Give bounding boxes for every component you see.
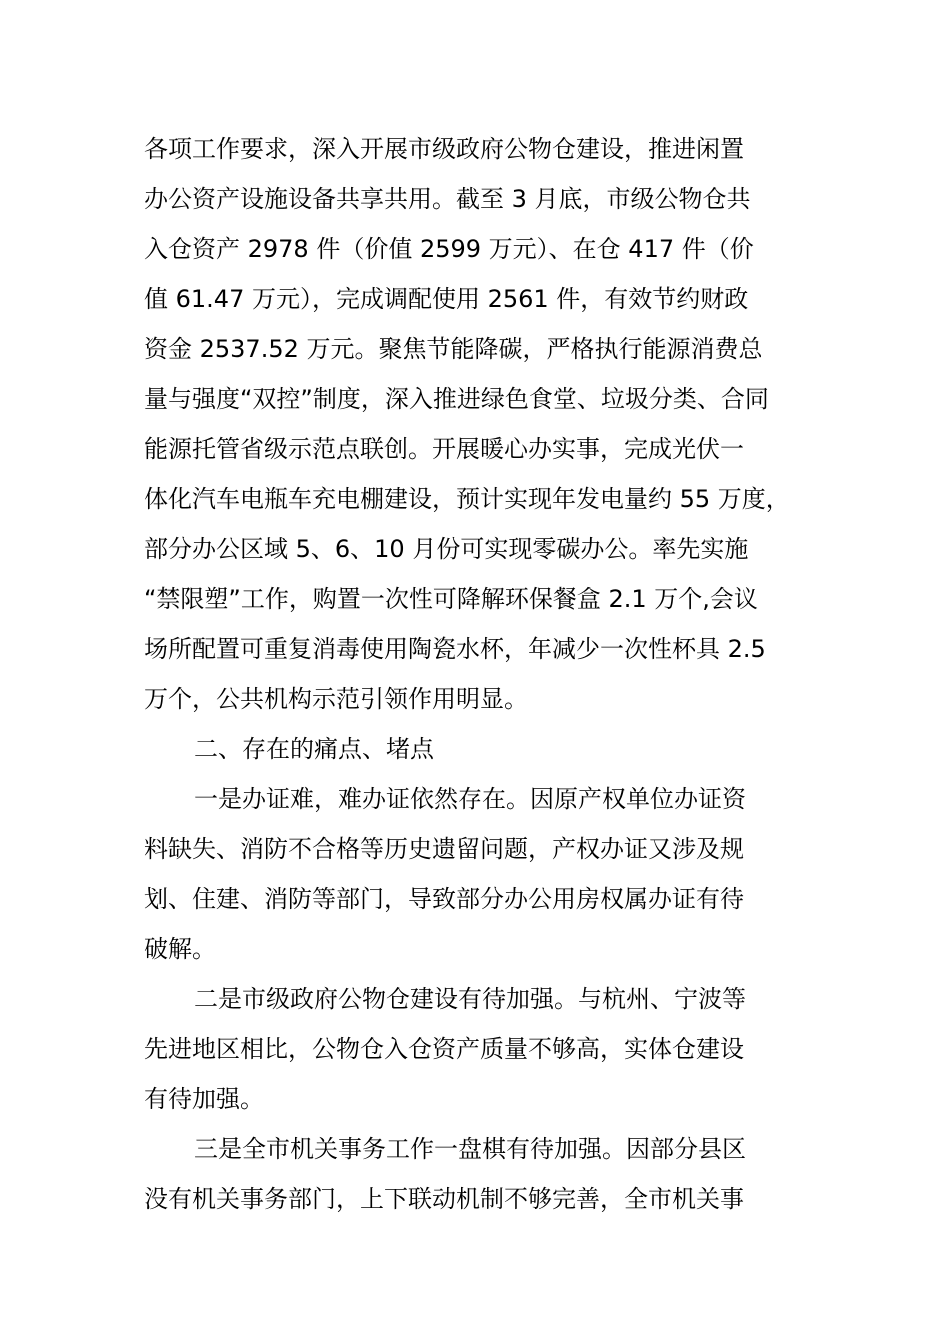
section-heading-pain-points [144, 724, 824, 774]
text-line: 办公资产设施设备共享共用。截至 3 月底，市级公物仓共 [144, 185, 751, 213]
text-line: 各项工作要求，深入开展市级政府公物仓建设，推进闲置 [144, 135, 744, 163]
text-line: 一是办证难，难办证依然存在。因原产权单位办证资 [194, 785, 746, 813]
document-body [144, 124, 824, 1224]
text-line: 料缺失、消防不合格等历史遗留问题，产权办证又涉及规 [144, 835, 744, 863]
text-line: 三是全市机关事务工作一盘棋有待加强。因部分县区 [194, 1135, 746, 1163]
text-line: 划、住建、消防等部门，导致部分办公用房权属办证有待 [144, 885, 744, 913]
text-line: 没有机关事务部门，上下联动机制不够完善，全市机关事 [144, 1185, 744, 1213]
text-line: 部分办公区域 5、6、10 月份可实现零碳办公。率先实施 [144, 535, 749, 563]
text-line: 先进地区相比，公物仓入仓资产质量不够高，实体仓建设 [144, 1035, 744, 1063]
section-heading: 二、存在的痛点、堵点 [194, 735, 434, 763]
paragraph-issue-two [144, 974, 824, 1124]
paragraph-issue-three [144, 1124, 824, 1224]
paragraph-continued-achievements [144, 124, 824, 724]
text-line: 场所配置可重复消毒使用陶瓷水杯，年减少一次性杯具 2.5 [144, 635, 766, 663]
text-line: “禁限塑”工作，购置一次性可降解环保餐盒 2.1 万个,会议 [144, 585, 758, 613]
text-line: 万个，公共机构示范引领作用明显。 [144, 685, 528, 713]
text-line: 资金 2537.52 万元。聚焦节能降碳，严格执行能源消费总 [144, 335, 763, 363]
text-line: 入仓资产 2978 件（价值 2599 万元）、在仓 417 件（价 [144, 235, 754, 263]
text-line: 体化汽车电瓶车充电棚建设，预计实现年发电量约 55 万度， [144, 485, 790, 513]
text-line: 有待加强。 [144, 1085, 264, 1113]
text-line: 值 61.47 万元），完成调配使用 2561 件，有效节约财政 [144, 285, 749, 313]
text-line: 破解。 [144, 935, 216, 963]
text-line: 量与强度“双控”制度，深入推进绿色食堂、垃圾分类、合同 [144, 385, 769, 413]
text-line: 二是市级政府公物仓建设有待加强。与杭州、宁波等 [194, 985, 746, 1013]
paragraph-issue-one [144, 774, 824, 974]
text-line: 能源托管省级示范点联创。开展暖心办实事，完成光伏一 [144, 435, 744, 463]
